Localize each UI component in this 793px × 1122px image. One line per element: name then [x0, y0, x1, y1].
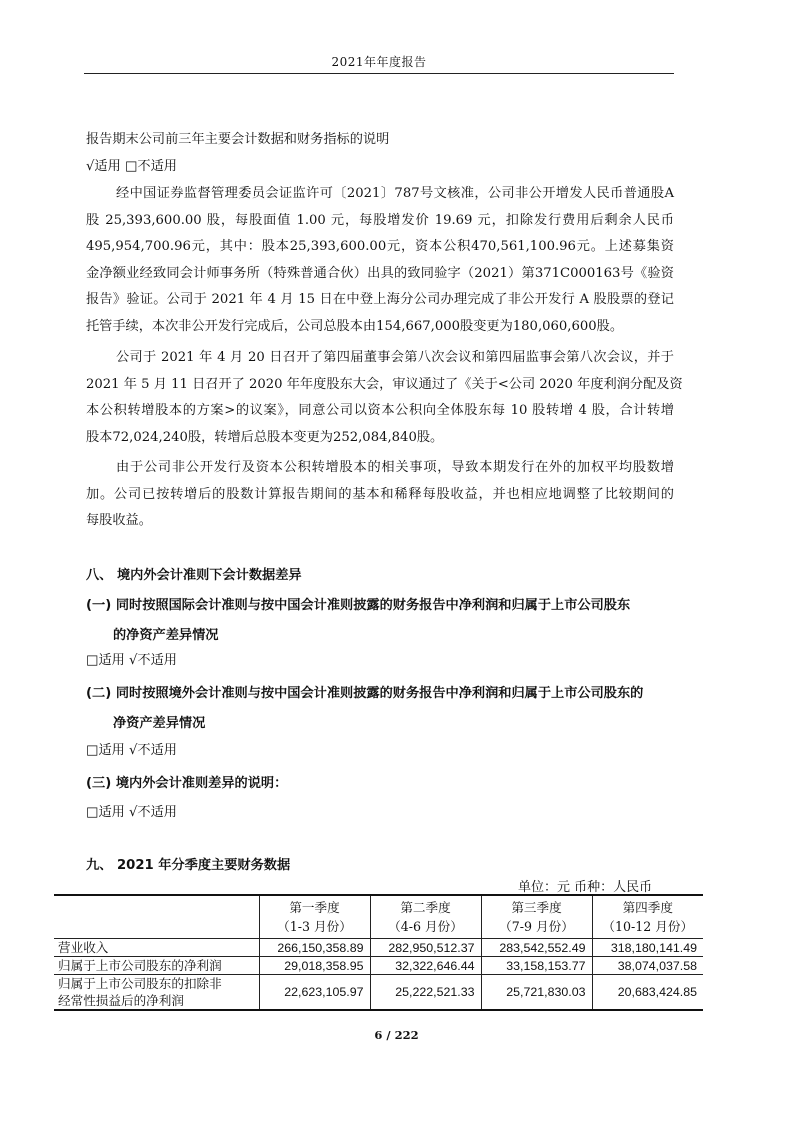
- paragraph-share-issuance: [86, 181, 674, 341]
- section-8-sub1-applicability: □适用 √不适用: [86, 653, 177, 668]
- sub-heading-line: (一) 同时按照国际会计准则与按中国会计准则披露的财务报告中净利润和归属于上市公司股东: [86, 598, 631, 613]
- unit-currency-label: 单位：元 币种：人民币: [518, 880, 653, 895]
- table-cell: 25,222,521.33: [370, 975, 481, 1011]
- paragraph-line: 每股收益。: [86, 513, 152, 529]
- table-header-cell: 第一季度 （1-3 月份）: [259, 895, 370, 939]
- paragraph-line: 股本72,024,240股，转增后总股本变更为252,084,840股。: [86, 429, 444, 445]
- row-label: 归属于上市公司股东的扣除非 经常性损益后的净利润: [54, 975, 259, 1011]
- paragraph-line: 公司于 2021 年 4 月 20 日召开了第四届董事会第八次会议和第四届监事会第八次会议，并于: [116, 350, 674, 365]
- table-cell: 25,721,830.03: [481, 975, 592, 1011]
- quarterly-financial-table: [54, 894, 703, 1011]
- paragraph-line: 经中国证券监督管理委员会证监许可〔2021〕787号文核准，公司非公开增发人民币普通股A: [116, 186, 674, 201]
- sub-heading-line: 的净资产差异情况: [113, 628, 219, 643]
- table-header-cell: 第三季度 （7-9 月份）: [481, 895, 592, 939]
- page-number: 6 / 222: [374, 1028, 419, 1042]
- table-cell: 38,074,037.58: [592, 957, 703, 975]
- paragraph-line: 加。公司已按转增后的股数计算报告期间的基本和稀释每股收益，并也相应地调整了比较期间的: [86, 486, 674, 502]
- paragraph-eps-adjustment: [86, 455, 674, 535]
- paragraph-line: 金净额业经致同会计师事务所（特殊普通合伙）出具的致同验字（2021）第371C000163号《验资: [86, 265, 674, 281]
- table-header-empty: [54, 895, 259, 939]
- paragraph-capital-conversion: [86, 345, 683, 451]
- paragraph-line: 2021 年 5 月 11 日召开了 2020 年年度股东大会，审议通过了《关于<公司 2020 年度利润分配及资: [86, 376, 683, 392]
- table-cell: 266,150,358.89: [259, 939, 370, 957]
- table-row: [54, 957, 703, 975]
- section-8-sub2-heading: [86, 679, 682, 739]
- paragraph-line: 由于公司非公开发行及资本公积转增股本的相关事项，导致本期发行在外的加权平均股数增: [116, 460, 674, 475]
- table-cell: 29,018,358.95: [259, 957, 370, 975]
- section-9-title: 九、 2021 年分季度主要财务数据: [86, 858, 291, 873]
- table-row: [54, 939, 703, 957]
- row-label: 归属于上市公司股东的净利润: [54, 957, 259, 975]
- header-divider: [84, 73, 674, 74]
- table-cell: 318,180,141.49: [592, 939, 703, 957]
- table-header-cell: 第二季度 （4-6 月份）: [370, 895, 481, 939]
- intro-heading: 报告期末公司前三年主要会计数据和财务指标的说明: [86, 132, 390, 147]
- table-cell: 282,950,512.37: [370, 939, 481, 957]
- row-label: 营业收入: [54, 939, 259, 957]
- paragraph-line: 495,954,700.96元，其中：股本25,393,600.00元，资本公积470,561,100.96元。上述募集资: [86, 239, 674, 255]
- table-header-cell: 第四季度 （10-12 月份）: [592, 895, 703, 939]
- table-header-row: [54, 895, 703, 939]
- sub-heading-line: 净资产差异情况: [113, 716, 206, 731]
- section-8-sub3-applicability: □适用 √不适用: [86, 805, 177, 820]
- section-8-title: 八、 境内外会计准则下会计数据差异: [86, 568, 302, 583]
- intro-applicability: √适用 □不适用: [86, 159, 177, 174]
- table-row: [54, 975, 703, 1011]
- table-cell: 32,322,646.44: [370, 957, 481, 975]
- table-cell: 33,158,153.77: [481, 957, 592, 975]
- table-cell: 283,542,552.49: [481, 939, 592, 957]
- table-cell: 20,683,424.85: [592, 975, 703, 1011]
- table-cell: 22,623,105.97: [259, 975, 370, 1011]
- paragraph-line: 股 25,393,600.00 股，每股面值 1.00 元，每股增发价 19.69 元，扣除发行费用后剩余人民币: [86, 212, 674, 228]
- page-header-title: 2021年年度报告: [331, 55, 427, 69]
- sub-heading-line: (三) 境内外会计准则差异的说明：: [86, 776, 288, 791]
- section-8-sub1-heading: [86, 591, 682, 651]
- section-8-sub3-heading: [86, 769, 682, 799]
- paragraph-line: 报告》验证。公司于 2021 年 4 月 15 日在中登上海分公司办理完成了非公开发行 A 股股票的登记: [86, 292, 674, 308]
- sub-heading-line: (二) 同时按照境外会计准则与按中国会计准则披露的财务报告中净利润和归属于上市公司股东的: [86, 686, 644, 701]
- paragraph-line: 本公积转增股本的方案>的议案》，同意公司以资本公积向全体股东每 10 股转增 4 股，合计转增: [86, 403, 674, 419]
- section-8-sub2-applicability: □适用 √不适用: [86, 743, 177, 758]
- paragraph-line: 托管手续，本次非公开发行完成后，公司总股本由154,667,000股变更为180,060,600股。: [86, 318, 624, 334]
